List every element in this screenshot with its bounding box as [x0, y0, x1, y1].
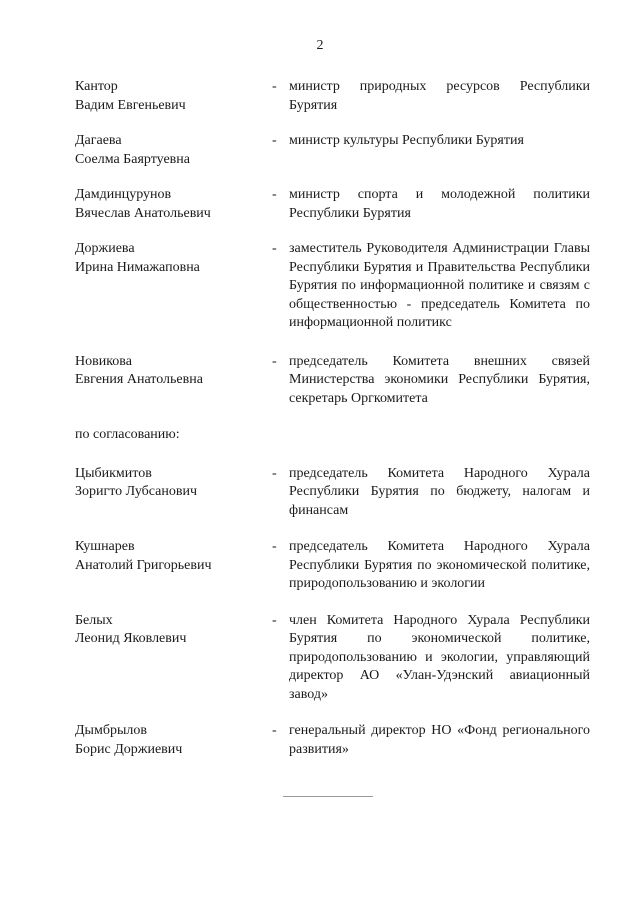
member-name — [75, 722, 270, 759]
dash: - — [272, 723, 277, 738]
agreement-label: по согласованию: — [75, 427, 180, 442]
member-role: председатель Комитета внешних связей Министерства экономики Республики Бурятия, секретарь Оргкомитета — [289, 353, 590, 406]
member-given-name: Евгения Анатольевна — [75, 372, 203, 387]
dash: - — [272, 241, 277, 256]
member-given-name: Леонид Яковлевич — [75, 631, 187, 646]
member-name — [75, 353, 270, 409]
member-name — [75, 132, 270, 169]
page-number: 2 — [316, 38, 324, 53]
member-given-name: Зоригто Лубсанович — [75, 484, 198, 499]
member-given-name: Соелма Баяртуевна — [75, 151, 190, 167]
member-name — [75, 78, 270, 115]
member-surname: Кушнарев — [75, 539, 135, 554]
member-role: член Комитета Народного Хурала Республики Бурятия по экономической политике, природопользованию и экологии, управляющий директор АО «Улан-Удэнский авиационный завод» — [289, 612, 590, 702]
member-given-name: Ирина Нимажаповна — [75, 259, 200, 275]
member-role: председатель Комитета Народного Хурала Республики Бурятия по экономической политике, природопользованию и экологии — [289, 539, 590, 591]
list-item — [75, 612, 590, 705]
member-given-name: Вячеслав Анатольевич — [75, 205, 211, 221]
member-role: председатель Комитета Народного Хурала Республики Бурятия по бюджету, налогам и финансам — [289, 465, 590, 518]
member-surname: Дагаева — [75, 133, 122, 148]
member-list — [75, 78, 590, 759]
member-surname: Цыбикмитов — [75, 465, 152, 481]
dash: - — [272, 612, 277, 628]
dash: - — [272, 133, 277, 148]
dash: - — [272, 79, 277, 94]
member-name — [75, 612, 270, 705]
member-name — [75, 538, 270, 594]
list-item — [75, 132, 590, 169]
member-given-name: Вадим Евгеньевич — [75, 97, 186, 113]
member-role: генеральный директор НО «Фонд регионального развития» — [289, 723, 590, 757]
member-name — [75, 240, 270, 333]
list-item — [75, 240, 590, 333]
member-surname: Доржиева — [75, 241, 135, 256]
member-role: министр культуры Республики Бурятия — [289, 133, 524, 148]
member-role: министр природных ресурсов Республики Бурятия — [289, 79, 590, 113]
dash: - — [272, 539, 277, 554]
list-item — [75, 78, 590, 115]
dash: - — [272, 353, 277, 369]
dash: - — [272, 187, 277, 202]
member-given-name: Анатолий Григорьевич — [75, 557, 212, 573]
member-role: министр спорта и молодежной политики Республики Бурятия — [289, 187, 590, 221]
member-surname: Белых — [75, 612, 113, 628]
list-item — [75, 538, 590, 594]
member-surname: Новикова — [75, 353, 132, 369]
member-given-name: Борис Доржиевич — [75, 741, 183, 757]
member-name — [75, 465, 270, 521]
member-surname: Дымбрылов — [75, 723, 147, 738]
list-item — [75, 186, 590, 223]
member-surname: Дамдинцурунов — [75, 187, 172, 202]
list-item — [75, 465, 590, 521]
dash: - — [272, 465, 277, 481]
member-surname: Кантор — [75, 79, 118, 94]
list-item — [75, 722, 590, 759]
member-role: заместитель Руководителя Администрации Главы Республики Бурятия и Правительства Республики Бурятия по информационной политике и связям с общественностью - председатель Комитета по информационной политикс — [289, 241, 590, 330]
footer-divider — [283, 796, 373, 797]
member-name — [75, 186, 270, 223]
list-item — [75, 353, 590, 409]
